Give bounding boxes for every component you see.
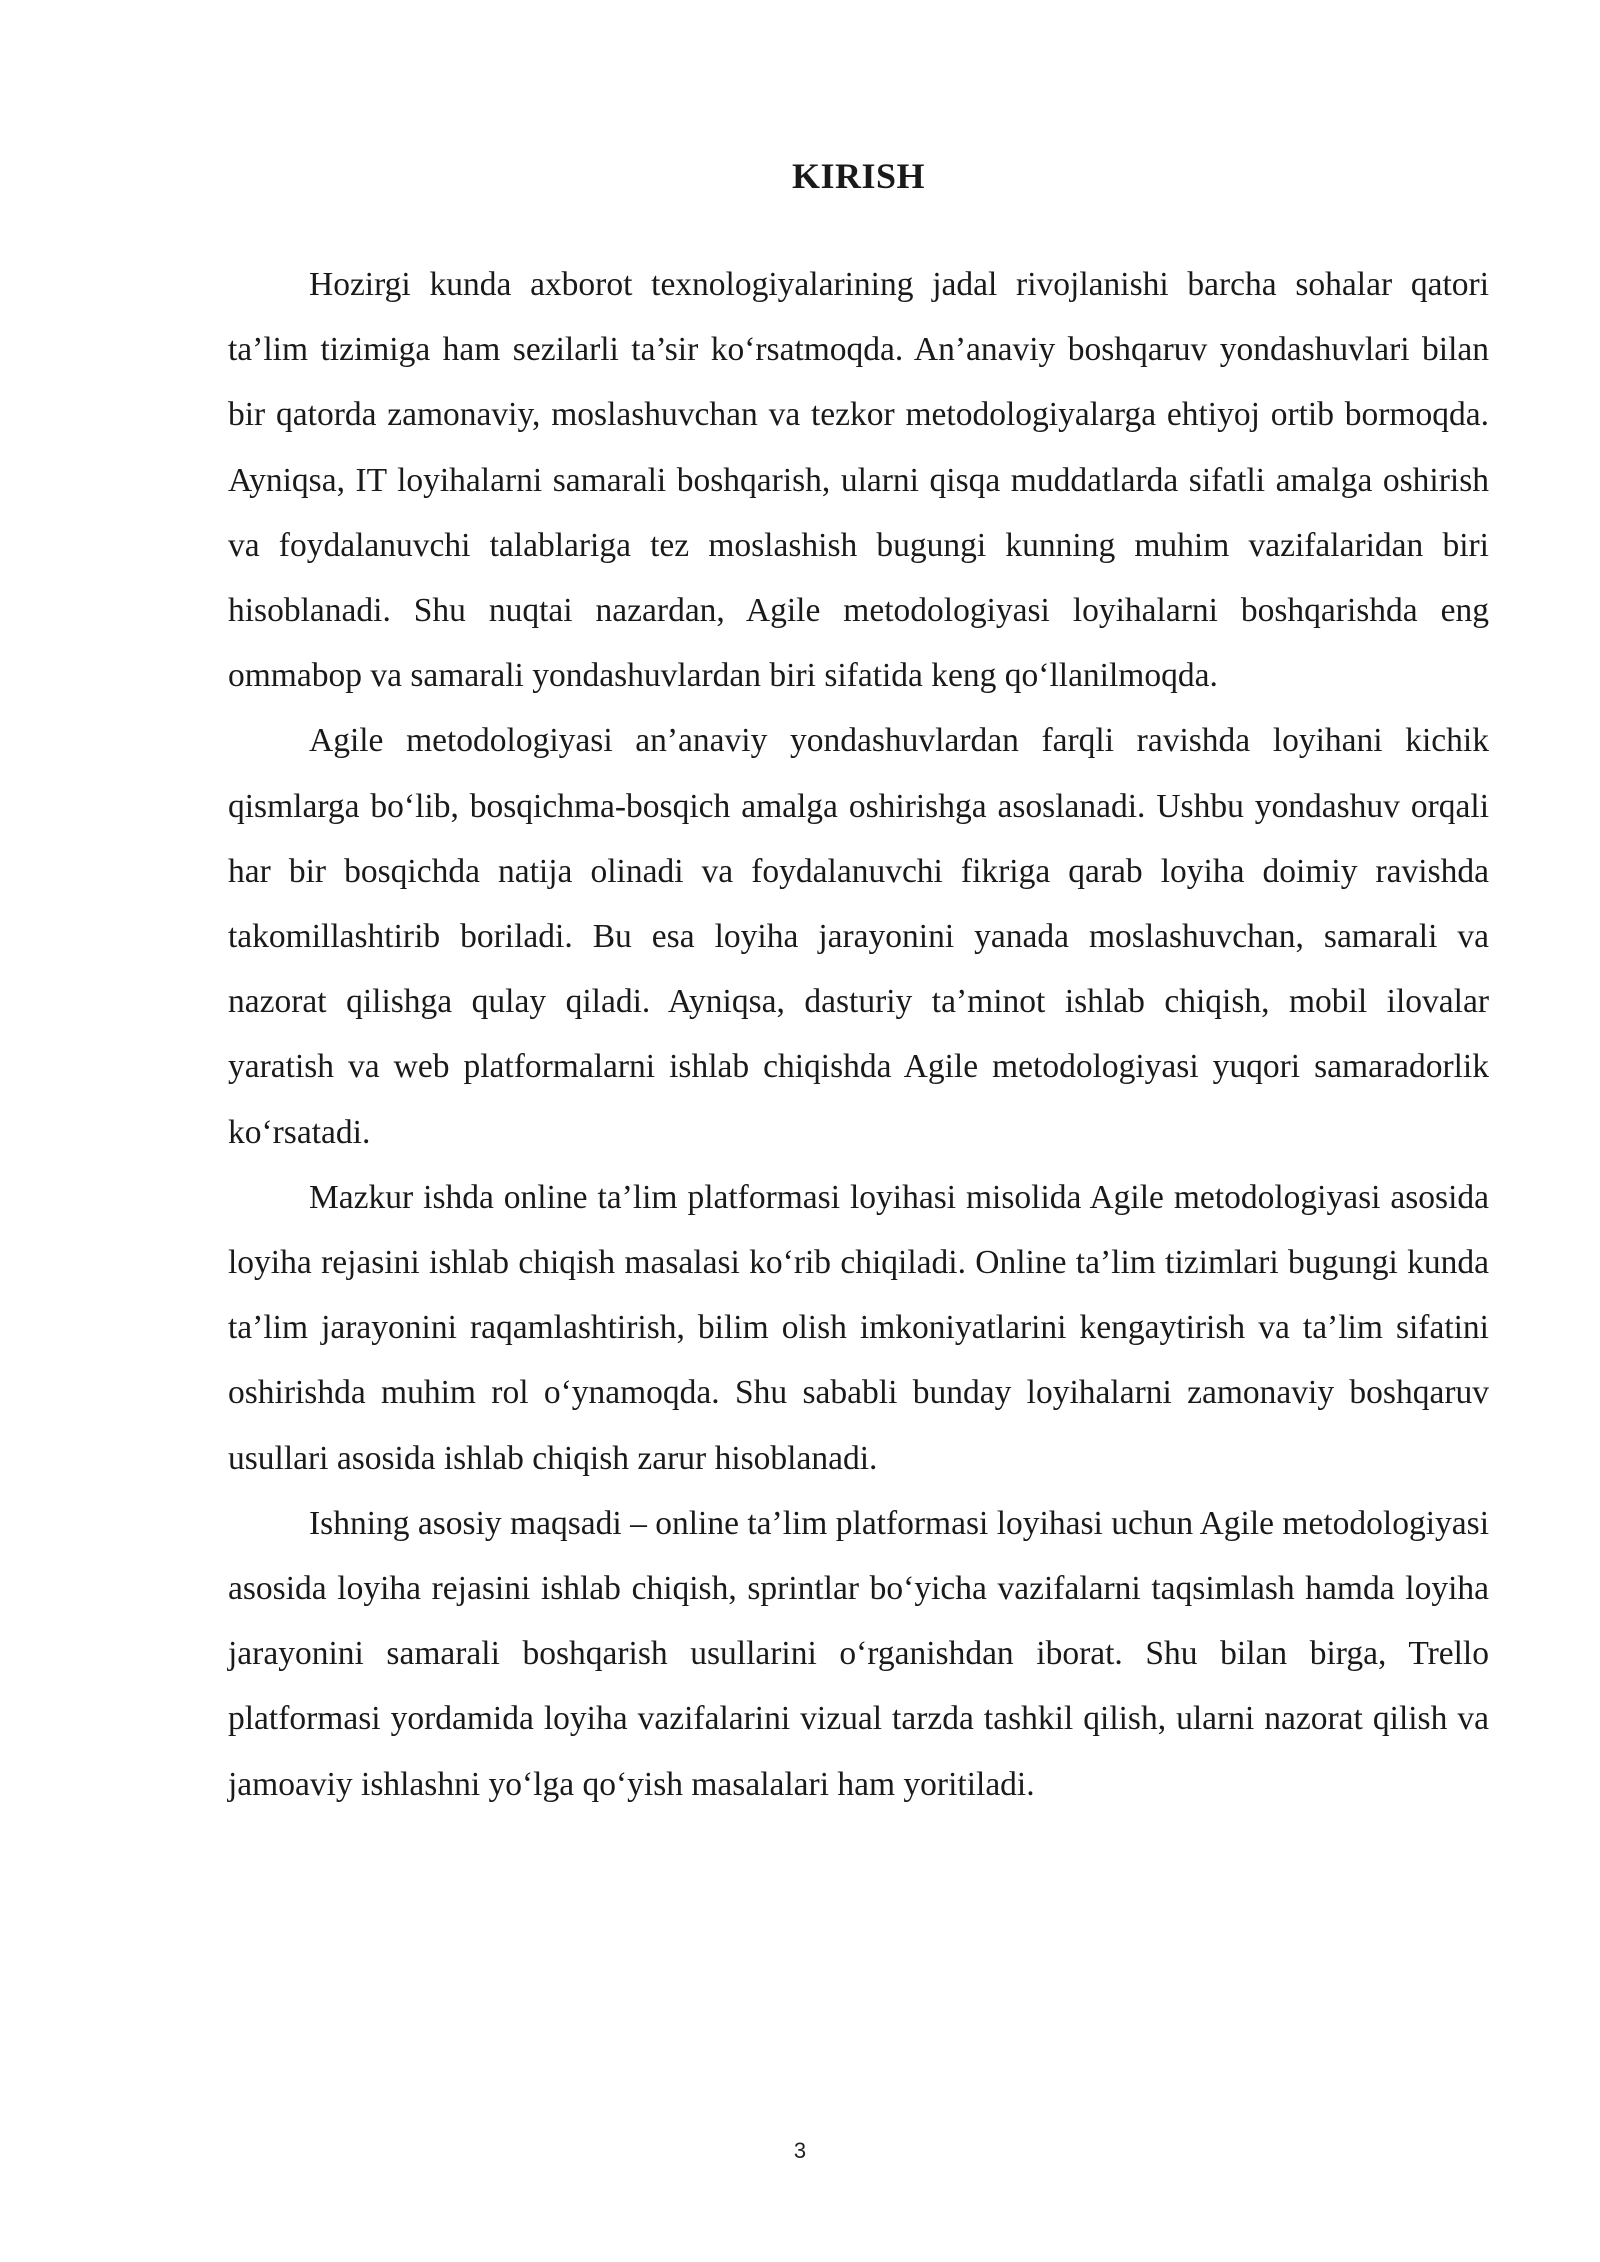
paragraph-agile-overview: Agile metodologiyasi an’anaviy yondashuvlardan farqli ravishda loyihani kichik qismlarga bo‘lib, bosqichma-bosqich amalga oshirishga asoslanadi. Ushbu yondashuv orqali har bir bosqichda natija olinadi va foydalanuvchi fikriga qarab loyiha doimiy ravishda takomillashtirib boriladi. Bu esa loyiha jarayonini yanada moslashuvchan, samarali va nazorat qilishga qulay qiladi. Ayniqsa, dasturiy ta’minot ishlab chiqish, mobil ilovalar yaratish va web platformalarni ishlab chiqishda Agile metodologiyasi yuqori samaradorlik ko‘rsatadi. [228,722,1489,1151]
page-number: 3 [793,2138,807,2163]
page-body [228,0,1489,1817]
section-title: KIRISH [791,156,926,196]
paragraph-work-goal: Ishning asosiy maqsadi – online ta’lim platformasi loyihasi uchun Agile metodologiyasi asosida loyiha rejasini ishlab chiqish, sprintlar bo‘yicha vazifalarni taqsimlash hamda loyiha jarayonini samarali boshqarish usullarini o‘rganishdan iborat. Shu bilan birga, Trello platformasi yordamida loyiha vazifalarini vizual tarzda tashkil qilish, ularni nazorat qilish va jamoaviy ishlashni yo‘lga qo‘yish masalalari ham yoritiladi. [228,1504,1489,1803]
paragraph-work-scope: Mazkur ishda online ta’lim platformasi loyihasi misolida Agile metodologiyasi asosida loyiha rejasini ishlab chiqish masalasi ko‘rib chiqiladi. Online ta’lim tizimlari bugungi kunda ta’lim jarayonini raqamlashtirish, bilim olish imkoniyatlarini kengaytirish va ta’lim sifatini oshirishda muhim rol o‘ynamoqda. Shu sababli bunday loyihalarni zamonaviy boshqaruv usullari asosida ishlab chiqish zarur hisoblanadi. [228,1178,1489,1477]
paragraph-intro: Hozirgi kunda axborot texnologiyalarining jadal rivojlanishi barcha sohalar qatori ta’lim tizimiga ham sezilarli ta’sir ko‘rsatmoqda. An’anaviy boshqaruv yondashuvlari bilan bir qatorda zamonaviy, moslashuvchan va tezkor metodologiyalarga ehtiyoj ortib bormoqda. Ayniqsa, IT loyihalarni samarali boshqarish, ularni qisqa muddatlarda sifatli amalga oshirish va foydalanuvchi talablariga tez moslashish bugungi kunning muhim vazifalaridan biri hisoblanadi. Shu nuqtai nazardan, Agile metodologiyasi loyihalarni boshqarishda eng ommabop va samarali yondashuvlardan biri sifatida keng qo‘llanilmoqda. [228,266,1489,695]
